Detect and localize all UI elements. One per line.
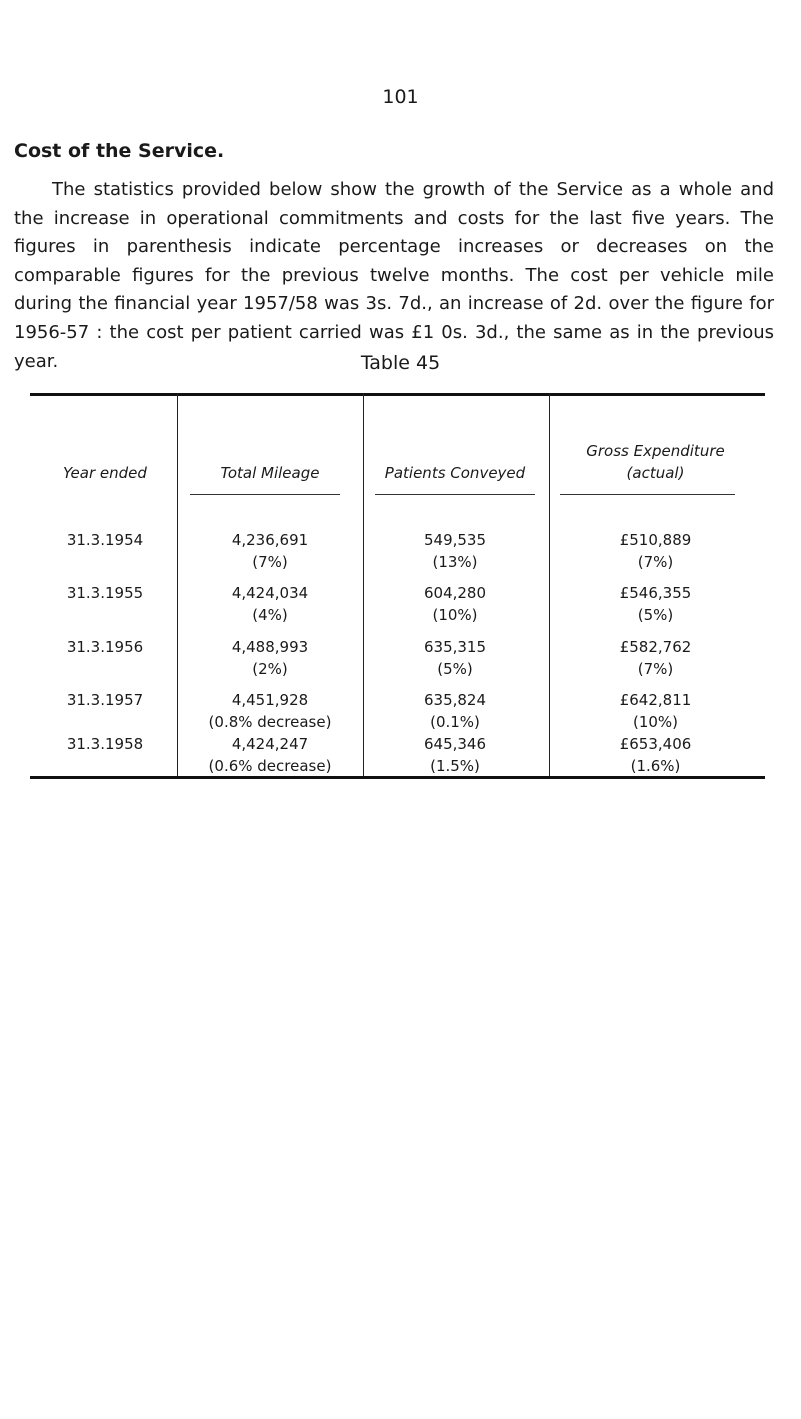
header-underline bbox=[190, 494, 340, 495]
cell-expenditure: £653,406 bbox=[619, 735, 692, 753]
cell-mileage-change: (7%) bbox=[252, 553, 288, 571]
table-bottom-rule bbox=[30, 776, 765, 779]
header-year: Year ended bbox=[63, 464, 147, 482]
header-expenditure: Gross Expenditure bbox=[586, 442, 725, 460]
cell-patients-change: (13%) bbox=[432, 553, 478, 571]
cell-expenditure: £510,889 bbox=[619, 531, 692, 549]
cell-year: 31.3.1958 bbox=[66, 735, 144, 753]
cell-patients-change: (1.5%) bbox=[430, 757, 480, 775]
cell-mileage: 4,488,993 bbox=[231, 638, 309, 656]
header-expenditure-note: (actual) bbox=[626, 464, 685, 482]
cell-patients: 645,346 bbox=[423, 735, 487, 753]
cell-patients: 604,280 bbox=[423, 584, 487, 602]
cell-expenditure: £582,762 bbox=[619, 638, 692, 656]
column-divider bbox=[549, 393, 550, 778]
cell-expenditure-change: (1.6%) bbox=[630, 757, 681, 775]
cell-expenditure-change: (7%) bbox=[637, 660, 674, 678]
cell-mileage: 4,424,247 bbox=[231, 735, 309, 753]
cell-patients: 635,824 bbox=[423, 691, 487, 709]
cell-year: 31.3.1954 bbox=[66, 531, 144, 549]
table-top-rule bbox=[30, 393, 765, 396]
column-divider bbox=[177, 393, 178, 778]
page-number: 101 bbox=[382, 86, 419, 108]
cell-mileage: 4,451,928 bbox=[231, 691, 309, 709]
cell-mileage-change: (4%) bbox=[252, 606, 288, 624]
cell-expenditure: £642,811 bbox=[619, 691, 692, 709]
cell-expenditure-change: (5%) bbox=[637, 606, 674, 624]
section-heading: Cost of the Service. bbox=[14, 140, 225, 162]
column-divider bbox=[363, 393, 364, 778]
cell-expenditure-change: (7%) bbox=[637, 553, 674, 571]
cell-year: 31.3.1957 bbox=[66, 691, 144, 709]
cell-year: 31.3.1955 bbox=[66, 584, 144, 602]
cell-year: 31.3.1956 bbox=[66, 638, 144, 656]
cell-expenditure-change: (10%) bbox=[632, 713, 679, 731]
cell-patients: 635,315 bbox=[423, 638, 487, 656]
table-title: Table 45 bbox=[360, 352, 441, 374]
header-underline bbox=[375, 494, 535, 495]
intro-paragraph: The statistics provided below show the growth of the Service as a whole and the increase in operational commitments and costs for the last five years. The figures in parenthesis indicate percentage increases or decreases on the comparable figures for the previous twelve months. The cost per vehicle mile during the financial year 1957/58 was 3s. 7d., an increase of 2d. over the figure for 1956-57 : the cost per patient carried was £1 0s. 3d., the same as in the previous year. bbox=[14, 179, 774, 372]
cell-patients-change: (10%) bbox=[432, 606, 478, 624]
header-underline bbox=[560, 494, 735, 495]
cell-mileage: 4,236,691 bbox=[231, 531, 309, 549]
cell-mileage-change: (2%) bbox=[252, 660, 288, 678]
cell-expenditure: £546,355 bbox=[619, 584, 692, 602]
cell-patients-change: (5%) bbox=[437, 660, 473, 678]
cell-patients: 549,535 bbox=[423, 531, 487, 549]
header-patients: Patients Conveyed bbox=[384, 464, 526, 482]
cell-mileage-change: (0.8% decrease) bbox=[208, 713, 332, 731]
header-mileage: Total Mileage bbox=[220, 464, 320, 482]
cell-mileage: 4,424,034 bbox=[231, 584, 309, 602]
cell-patients-change: (0.1%) bbox=[430, 713, 480, 731]
cell-mileage-change: (0.6% decrease) bbox=[208, 757, 332, 775]
